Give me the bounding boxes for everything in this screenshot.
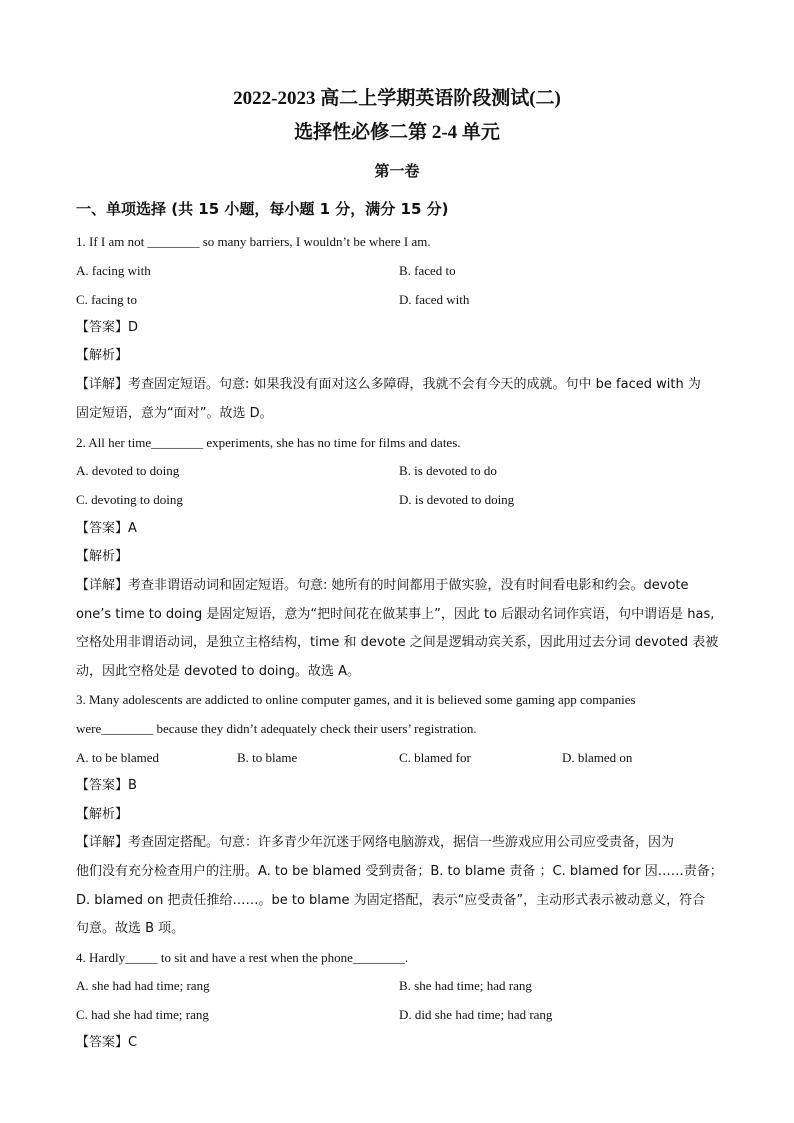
question-1-option-b: B. faced to	[399, 263, 456, 278]
question-3-detail-line: 【详解】考查固定搭配。句意：许多青少年沉迷于网络电脑游戏，据信一些游戏应用公司应受责备，因为	[76, 835, 675, 850]
question-1-option-c: C. facing to	[76, 292, 138, 307]
question-2-stem: 2. All her time________ experiments, she has no time for films and dates.	[76, 435, 461, 450]
question-1-option-a: A. facing with	[76, 263, 151, 278]
volume-label: 第一卷	[374, 164, 420, 180]
question-3-stem: were________ because they didn’t adequately check their users’ registration.	[76, 721, 477, 736]
question-3-option-b: B. to blame	[237, 750, 298, 765]
question-2-option-b: B. is devoted to do	[399, 463, 497, 478]
question-2-detail-line: 【详解】考查非谓语动词和固定短语。句意: 她所有的时间都用于做实验，没有时间看电影和约会。devote	[76, 578, 689, 593]
question-1-stem: 1. If I am not ________ so many barriers, I wouldn’t be where I am.	[76, 234, 431, 249]
question-4-option-d: D. did she had time; had rang	[399, 1007, 553, 1022]
question-2-option-d: D. is devoted to doing	[399, 492, 515, 507]
question-2-detail-line: 空格处用非谓语动词，是独立主格结构，time 和 devote 之间是逻辑动宾关系，因此用过去分词 devoted 表被	[76, 635, 719, 650]
question-3-analysis-label: 【解析】	[76, 807, 129, 822]
question-3-answer: 【答案】B	[76, 778, 137, 793]
question-3-stem: 3. Many adolescents are addicted to online computer games, and it is believed some gaming app companies	[76, 692, 636, 707]
question-4-option-b: B. she had time; had rang	[399, 978, 532, 993]
question-2-analysis-label: 【解析】	[76, 549, 129, 564]
question-3-option-d: D. blamed on	[562, 750, 633, 765]
question-3-detail-line: 句意。故选 B 项。	[76, 921, 185, 936]
question-1-detail-line: 固定短语，意为“面对”。故选 D。	[76, 406, 273, 421]
question-4-stem: 4. Hardly_____ to sit and have a rest when the phone________.	[76, 950, 409, 965]
question-3-detail-line: D. blamed on 把责任推给……。be to blame 为固定搭配，表示“应受责备”，主动形式表示被动意义，符合	[76, 893, 706, 908]
section-heading: 一、单项选择 (共 15 小题，每小题 1 分，满分 15 分)	[76, 200, 449, 218]
question-2-option-c: C. devoting to doing	[76, 492, 183, 507]
question-2-answer: 【答案】A	[76, 521, 137, 536]
question-2-detail-line: one’s time to doing 是固定短语，意为“把时间花在做某事上”，因此 to 后跟动名词作宾语，句中谓语是 has,	[76, 607, 715, 622]
question-4-option-c: C. had she had time; rang	[76, 1007, 209, 1022]
question-1-answer: 【答案】D	[76, 320, 139, 335]
question-1-detail-line: 【详解】考查固定短语。句意: 如果我没有面对这么多障碍，我就不会有今天的成就。句中 be faced with 为	[76, 377, 701, 392]
question-3-detail-line: 他们没有充分检查用户的注册。A. to be blamed 受到责备；B. to blame 责备 ；C. blamed for 因……责备；	[76, 864, 723, 879]
question-3-option-a: A. to be blamed	[76, 750, 160, 765]
question-2-option-a: A. devoted to doing	[76, 463, 180, 478]
exam-title: 2022-2023 高二上学期英语阶段测试(二)	[233, 88, 561, 109]
question-1-option-d: D. faced with	[399, 292, 470, 307]
exam-subtitle: 选择性必修二第 2-4 单元	[294, 122, 500, 143]
question-4-answer: 【答案】C	[76, 1035, 138, 1050]
question-4-option-a: A. she had had time; rang	[76, 978, 210, 993]
question-1-analysis-label: 【解析】	[76, 348, 129, 363]
question-3-option-c: C. blamed for	[399, 750, 471, 765]
question-2-detail-line: 动，因此空格处是 devoted to doing。故选 A。	[76, 664, 361, 679]
